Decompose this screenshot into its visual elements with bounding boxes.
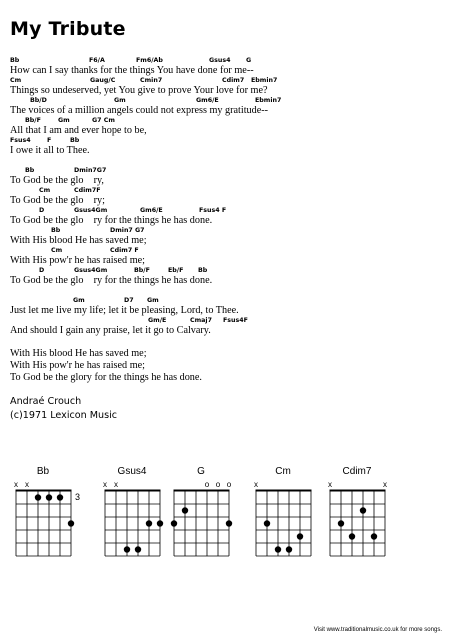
chord-line	[10, 227, 446, 235]
chord-diagram	[166, 466, 236, 566]
chord-label: Gsus4Gm	[74, 207, 108, 214]
chord-label: Ebmin7	[255, 97, 282, 104]
finger-dot	[35, 494, 41, 500]
fretboard-grid	[166, 479, 246, 563]
chord-line	[10, 77, 446, 85]
chord-label: F	[47, 137, 52, 144]
song-body	[10, 57, 446, 423]
chord-label: Fsus4F	[223, 317, 248, 324]
fretboard-grid	[322, 479, 402, 563]
lyric-line: With His blood He has saved me;	[10, 235, 147, 246]
fretboard-grid	[97, 479, 177, 563]
chord-label: Fsus4 F	[199, 207, 227, 214]
finger-dot	[135, 546, 141, 552]
chord-line	[10, 117, 446, 125]
finger-dot	[297, 533, 303, 539]
finger-dot	[275, 546, 281, 552]
chord-diagram-name: Cm	[275, 466, 291, 477]
finger-dot	[182, 507, 188, 513]
credit-author: Andraé Crouch	[10, 396, 82, 407]
nut	[105, 490, 161, 492]
finger-dot	[371, 533, 377, 539]
lyric-line: To God be the glo ry;	[10, 195, 105, 206]
chord-label: Bb/F	[134, 267, 150, 274]
chord-label: Ebmin7	[251, 77, 278, 84]
finger-dot	[360, 507, 366, 513]
chord-label: G	[246, 57, 252, 64]
chord-label: Cm	[10, 77, 22, 84]
muted-string-marker: x	[103, 480, 107, 489]
lyric-line: To God be the glory for the things he has done.	[10, 372, 202, 383]
finger-dot	[338, 520, 344, 526]
lyric-line: To God be the glo ry for the things he has done.	[10, 215, 213, 226]
chord-label: Bb	[51, 227, 61, 234]
muted-string-marker: x	[14, 480, 18, 489]
finger-dot	[171, 520, 177, 526]
chord-label: Cdim7	[222, 77, 245, 84]
lyric-line: With His pow'r he has raised me;	[10, 255, 145, 266]
chord-label: G7 Cm	[92, 117, 115, 124]
chord-label: Cm	[39, 187, 51, 194]
lyric-line: All that I am and ever hope to be,	[10, 125, 147, 136]
fretboard-grid	[8, 479, 88, 563]
finger-dot	[46, 494, 52, 500]
lyric-line: Things so undeserved, yet You give to prove Your love for me?	[10, 85, 268, 96]
open-string-marker: o	[204, 480, 210, 489]
finger-dot	[57, 494, 63, 500]
credit-copyright: (c)1971 Lexicon Music	[10, 410, 118, 421]
chord-label: Bb	[10, 57, 20, 64]
chord-line	[10, 167, 446, 175]
muted-string-marker: x	[114, 480, 118, 489]
finger-dot	[68, 520, 74, 526]
chord-label: Gm/E	[148, 317, 167, 324]
finger-dot	[124, 546, 130, 552]
lyric-line: And should I gain any praise, let it go to Calvary.	[10, 325, 211, 336]
finger-dot	[349, 533, 355, 539]
fret-number-label: 3	[75, 492, 81, 502]
chord-line	[10, 187, 446, 195]
lyric-line: With His pow'r he has raised me;	[10, 360, 145, 371]
chord-line	[10, 247, 446, 255]
finger-dot	[157, 520, 163, 526]
chord-diagrams	[0, 466, 452, 566]
nut	[256, 490, 312, 492]
chord-label: Dmin7G7	[74, 167, 107, 174]
chord-label: Gsus4Gm	[74, 267, 108, 274]
muted-string-marker: x	[25, 480, 29, 489]
muted-string-marker: x	[254, 480, 258, 489]
chord-line	[10, 57, 446, 65]
chord-diagram-name: Gsus4	[117, 466, 147, 477]
chord-label: Cdim7 F	[110, 247, 139, 254]
finger-dot	[264, 520, 270, 526]
chord-label: Bb	[25, 167, 35, 174]
lyric-line: How can I say thanks for the things You have done for me--	[10, 65, 254, 76]
chord-label: Cdim7F	[74, 187, 101, 194]
chord-label: Bb	[198, 267, 208, 274]
chord-label: Bb/F	[25, 117, 41, 124]
lyric-line: Just let me live my life; let it be pleasing, Lord, to Thee.	[10, 305, 239, 316]
chord-label: F6/A	[89, 57, 105, 64]
chord-label: Dmin7 G7	[110, 227, 145, 234]
chord-label: Eb/F	[168, 267, 184, 274]
muted-string-marker: x	[328, 480, 332, 489]
chord-label: D7	[124, 297, 134, 304]
chord-label: Cmin7	[140, 77, 163, 84]
chord-line	[10, 97, 446, 105]
chord-diagram-name: Bb	[36, 466, 50, 477]
chord-label: Cm	[51, 247, 63, 254]
nut	[16, 490, 72, 492]
chord-line	[10, 297, 446, 305]
nut	[330, 490, 386, 492]
lyric-line: With His blood He has saved me;	[10, 348, 147, 359]
chord-label: D	[39, 267, 45, 274]
chord-label: Bb/D	[30, 97, 47, 104]
finger-dot	[286, 546, 292, 552]
chord-label: Gm	[73, 297, 85, 304]
finger-dot	[146, 520, 152, 526]
chord-diagram-name: G	[197, 466, 205, 477]
chord-label: Cmaj7	[190, 317, 212, 324]
chord-diagram	[8, 466, 81, 566]
lyric-line: The voices of a million angels could not express my gratitude--	[10, 105, 269, 116]
chord-line	[10, 267, 446, 275]
chord-diagram	[248, 466, 318, 566]
nut	[174, 490, 230, 492]
chord-line	[10, 137, 446, 145]
chord-label: Gm	[114, 97, 126, 104]
chord-label: Fm6/Ab	[136, 57, 163, 64]
chord-line	[10, 317, 446, 325]
chord-label: Bb	[70, 137, 80, 144]
chord-label: Fsus4	[10, 137, 31, 144]
chord-label: Gm6/E	[140, 207, 163, 214]
finger-dot	[226, 520, 232, 526]
lyric-line: To God be the glo ry,	[10, 175, 104, 186]
chord-diagram	[97, 466, 167, 566]
chord-diagram-name: Cdim7	[342, 466, 372, 477]
chord-label: Gm	[58, 117, 70, 124]
chord-label: Gm	[147, 297, 159, 304]
chord-label: Gm6/E	[196, 97, 219, 104]
lyric-line: I owe it all to Thee.	[10, 145, 90, 156]
credits	[10, 395, 446, 423]
fretboard-grid	[248, 479, 328, 563]
song-title: My Tribute	[10, 18, 126, 40]
open-string-marker: o	[215, 480, 221, 489]
chord-diagram	[322, 466, 392, 566]
footer-text[interactable]: Visit www.traditionalmusic.co.uk for more songs.	[313, 627, 442, 633]
lyric-line: To God be the glo ry for the things he has done.	[10, 275, 213, 286]
chord-label: Gaug/C	[90, 77, 116, 84]
chord-line	[10, 207, 446, 215]
chord-label: Gsus4	[209, 57, 231, 64]
chord-label: D	[39, 207, 45, 214]
open-string-marker: o	[226, 480, 232, 489]
muted-string-marker: x	[383, 480, 387, 489]
